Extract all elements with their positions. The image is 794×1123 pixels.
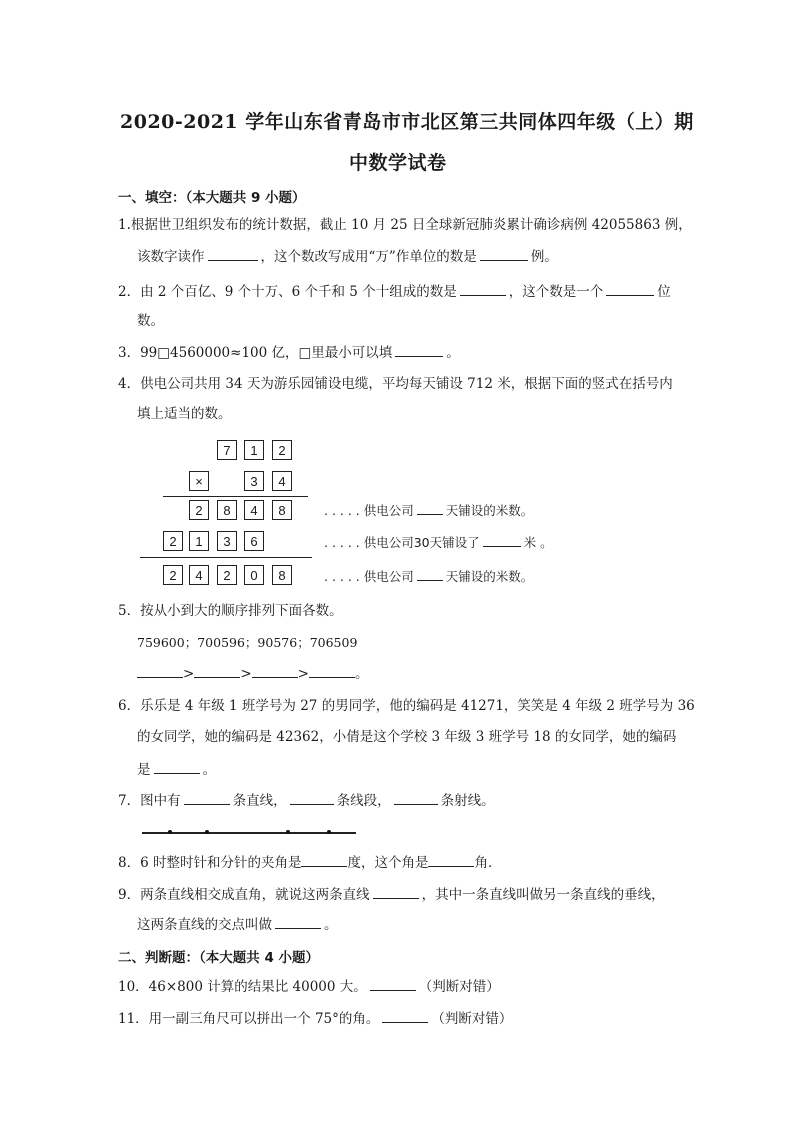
q6-line-1: 6．乐乐是 4 年级 1 班学号为 27 的男同学，他的编码是 41271，笑笑是 4 年级 2 班学号为 36: [118, 698, 695, 714]
q1-text-b: ，这个数改写成用“万”作单位的数是: [260, 249, 477, 265]
digit-box[interactable]: 2: [189, 500, 209, 520]
q4-note-2-a: . . . . . 供电公司30天铺设了: [324, 535, 480, 550]
rule-line: [163, 496, 308, 497]
digit-box[interactable]: 3: [244, 471, 264, 491]
digit-box[interactable]: 2: [272, 440, 292, 460]
q4-blank-days-1[interactable]: [417, 501, 443, 515]
q11-blank[interactable]: [382, 1008, 428, 1023]
q4-note-3-a: . . . . . 供电公司: [324, 569, 414, 584]
q5-blank-2[interactable]: [194, 663, 240, 678]
digit-box[interactable]: 8: [272, 565, 292, 585]
q5-end: 。: [354, 666, 369, 682]
q4-blank-days-2[interactable]: [417, 567, 443, 581]
q11-text-a: 11．用一副三角尺可以拼出一个 75°的角。: [118, 1011, 380, 1027]
q9-line-1: [118, 884, 665, 905]
q9-text-d: 。: [324, 917, 338, 933]
digit-box[interactable]: 2: [163, 531, 183, 551]
rule-line: [140, 557, 312, 558]
q2-text-a: 2．由 2 个百亿、9 个十万、6 个千和 5 个十组成的数是: [118, 284, 457, 300]
q5-gt-3: >: [297, 666, 309, 682]
q5-gt-2: >: [240, 666, 252, 682]
q4-line-2: 填上适当的数。: [137, 406, 232, 422]
q10-text-a: 10．46×800 计算的结果比 40000 大。: [118, 979, 367, 995]
q2-blank-number[interactable]: [460, 281, 506, 296]
q10-blank[interactable]: [370, 976, 416, 991]
empty-box: [217, 471, 237, 491]
q7-text-c: 条线段，: [336, 793, 391, 809]
digit-box[interactable]: 3: [217, 531, 237, 551]
q6-text-b: 。: [202, 762, 216, 778]
digit-box[interactable]: 4: [189, 565, 209, 585]
q8-blank-angle[interactable]: [428, 852, 474, 867]
q9-line-2: [137, 914, 338, 935]
figure-line: [142, 832, 356, 834]
q8-line: [118, 852, 501, 873]
q4-line-1: 4．供电公司共用 34 天为游乐园铺设电缆，平均每天铺设 712 米，根据下面的竖式在括号内: [118, 376, 673, 392]
q1-blank-wan[interactable]: [480, 246, 528, 261]
q6-blank[interactable]: [154, 759, 200, 774]
q10-line: [118, 976, 500, 997]
q11-text-b: （判断对错）: [431, 1011, 513, 1027]
q1-blank-reading[interactable]: [208, 246, 258, 261]
q2-text-b: ，这个数是一个: [508, 284, 604, 300]
q5-numbers: 759600；700596；90576；706509: [137, 635, 358, 650]
q7-text-b: 条直线，: [232, 793, 287, 809]
q4-note-1: [324, 501, 533, 519]
q6-line-2: 的女同学，她的编码是 42362，小倩是这个学校 3 年级 3 班学号 18 的女同学，她的编码: [137, 729, 677, 745]
digit-box[interactable]: 8: [217, 500, 237, 520]
title-line-1: 2020-2021 学年山东省青岛市市北区第三共同体四年级（上）期: [120, 111, 694, 133]
q5-blank-3[interactable]: [252, 663, 298, 678]
digit-box[interactable]: 8: [272, 500, 292, 520]
q9-blank-1[interactable]: [373, 884, 419, 899]
point: [168, 830, 172, 834]
q2-line-1: [118, 281, 671, 302]
q7-blank-rays[interactable]: [394, 790, 438, 805]
q7-blank-segments[interactable]: [290, 790, 334, 805]
digit-box[interactable]: 2: [217, 565, 237, 585]
digit-box[interactable]: 6: [244, 531, 264, 551]
q4-blank-meters[interactable]: [483, 533, 521, 547]
q7-text-d: 条射线。: [440, 793, 495, 809]
q4-note-2: [324, 533, 553, 551]
q8-text-c: 角．: [474, 855, 502, 871]
q10-text-b: （判断对错）: [418, 979, 500, 995]
q8-text-b: 度，这个角是: [347, 855, 429, 871]
q4-note-1-a: . . . . . 供电公司: [324, 503, 414, 518]
q4-note-3: [324, 567, 533, 585]
multiply-sign-box: ×: [189, 471, 209, 491]
section-2-heading: 二、判断题：（本大题共 4 小题）: [118, 950, 320, 966]
q5-line-1: 5．按从小到大的顺序排列下面各数。: [118, 603, 343, 619]
q3-text-a: 3．99□4560000≈100 亿，□里最小可以填: [118, 345, 393, 361]
q6-text-a: 是: [137, 762, 151, 778]
q4-note-2-b: 米 。: [523, 535, 553, 550]
digit-box[interactable]: 2: [163, 565, 183, 585]
q4-note-3-b: 天铺设的米数。: [445, 569, 534, 584]
q3-blank[interactable]: [395, 342, 443, 357]
q8-blank-degrees[interactable]: [301, 852, 347, 867]
q4-note-1-b: 天铺设的米数。: [445, 503, 534, 518]
q2-line-2: 数。: [137, 313, 164, 329]
q2-blank-digits[interactable]: [606, 281, 654, 296]
q5-blank-4[interactable]: [309, 663, 355, 678]
q11-line: [118, 1008, 512, 1029]
q5-blank-1[interactable]: [137, 663, 183, 678]
section-1-heading: 一、填空：（本大题共 9 小题）: [118, 190, 306, 206]
q1-line-1: 1.根据世卫组织发布的统计数据，截止 10 月 25 日全球新冠肺炎累计确诊病例 42055863 例，: [118, 217, 692, 233]
point: [286, 830, 290, 834]
q5-gt-1: >: [183, 666, 195, 682]
point: [205, 830, 209, 834]
digit-box[interactable]: 1: [244, 440, 264, 460]
q3-text-b: 。: [446, 345, 460, 361]
title-line-2: 中数学试卷: [349, 152, 447, 174]
q9-text-b: ，其中一条直线叫做另一条直线的垂线，: [421, 887, 665, 903]
digit-box[interactable]: 4: [244, 500, 264, 520]
q2-text-c: 位: [657, 284, 671, 300]
q7-text-a: 7．图中有: [118, 793, 181, 809]
q1-line-2: [137, 246, 558, 267]
point: [327, 830, 331, 834]
q9-blank-2[interactable]: [275, 914, 321, 929]
q1-text-c: 例。: [530, 249, 558, 265]
digit-box[interactable]: 7: [217, 440, 237, 460]
digit-box[interactable]: 4: [272, 471, 292, 491]
q5-order-line: [137, 663, 368, 684]
q8-text-a: 8．6 时整时针和分针的夹角是: [118, 855, 302, 871]
q7-line: [118, 790, 495, 811]
digit-box[interactable]: 1: [189, 531, 209, 551]
q6-line-3: [137, 759, 216, 780]
q9-text-a: 9．两条直线相交成直角，就说这两条直线: [118, 887, 370, 903]
q9-text-c: 这两条直线的交点叫做: [137, 917, 272, 933]
digit-box[interactable]: 0: [244, 565, 264, 585]
q7-blank-lines[interactable]: [184, 790, 230, 805]
q3-line: [118, 342, 460, 363]
q1-text-a: 该数字读作: [137, 249, 205, 265]
